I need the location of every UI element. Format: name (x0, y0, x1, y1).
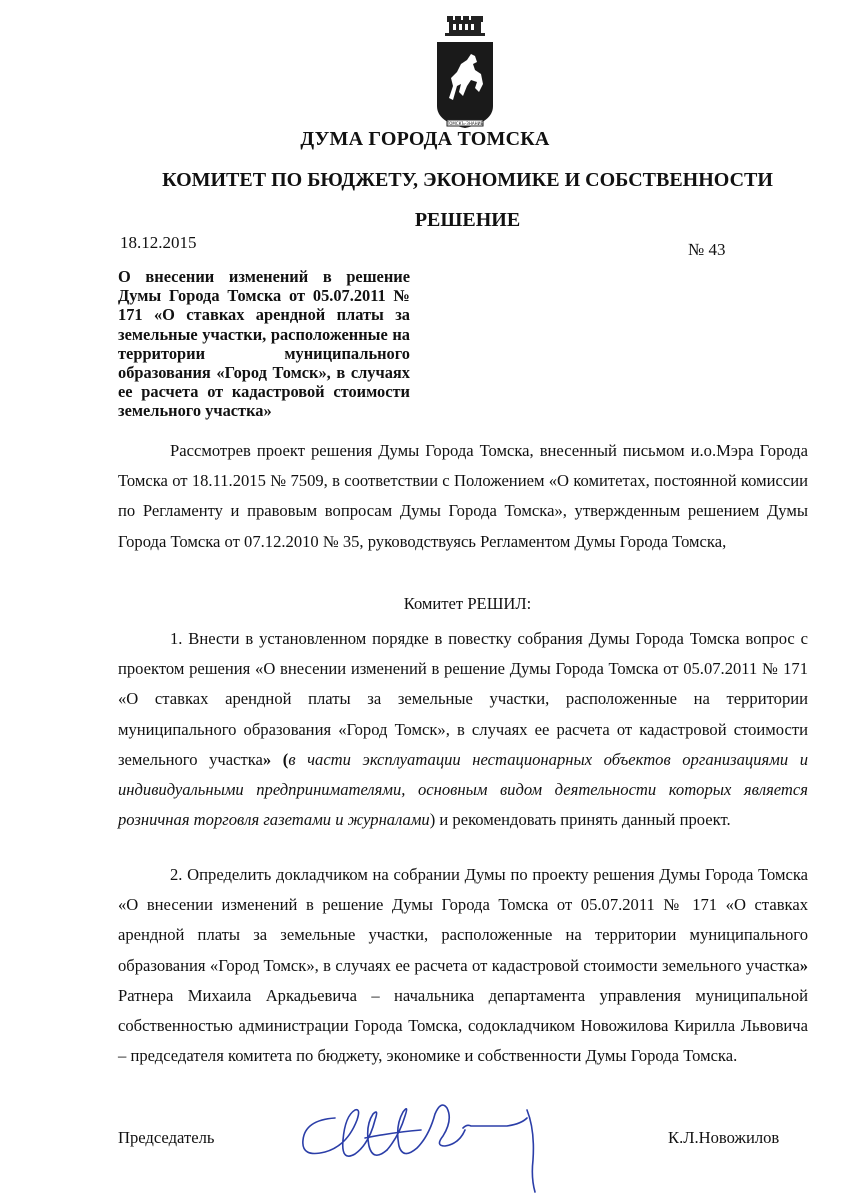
coat-motto: ТОМСКЪ-ЗНАНИЕ (446, 121, 484, 126)
organization-title: ДУМА ГОРОДА ТОМСКА (300, 128, 550, 150)
item2-text-b: » (799, 955, 808, 975)
preamble-text: Рассмотрев проект решения Думы Города Томска, внесенный письмом и.о.Мэра Города Томска от 18.11.2015 № 7509, в соответствии с Положением «О комитетах, постоянной комиссии по Регламенту и правовым вопросам Думы Города Томска», утвержденным решением Думы Города Томска от 07.12.2010 № 35, руководствуясь Регламентом Думы Города Томска, (118, 441, 808, 551)
document-number: № 43 (688, 240, 726, 259)
item1-text-b: » ( (262, 749, 289, 769)
item2-text-a: 2. Определить докладчиком на собрании Думы по проекту решения Думы Города Томска «О внесении изменений в решение Думы Города Томска от 05.07.2011 № 171 «О ставках арендной платы за земельные участки, расположенные на территории муниципального образования «Город Томск», в случаях ее расчета от кадастровой стоимости земельного участка (118, 865, 808, 975)
signer-name: К.Л.Новожилов (668, 1128, 780, 1147)
item2-text-c: Ратнера Михаила Аркадьевича – начальника департамента управления муниципальной собственностью администрации Города Томска, содокладчиком Новожилова Кирилла Львовича – председателя комитета по бюджету, экономике и собственности Думы Города Томска. (118, 985, 808, 1066)
item1-text-c: ) и рекомендовать принять данный проект. (429, 810, 731, 830)
decision-item-1 (118, 624, 808, 835)
decision-item-2 (118, 860, 808, 1071)
signer-position: Председатель (118, 1128, 215, 1147)
preamble-paragraph (118, 436, 808, 557)
document-subject: О внесении изменений в решение Думы Города Томска от 05.07.2011 № 171 «О ставках арендной платы за земельные участки, расположенные на территории муниципального образования «Город Томск», в случаях ее расчета от кадастровой стоимости земельного участка» (118, 267, 410, 421)
handwritten-signature-icon (295, 1080, 575, 1195)
tomsk-coat-of-arms-icon (431, 14, 499, 132)
decision-heading: Комитет РЕШИЛ: (403, 594, 532, 613)
document-date: 18.12.2015 (120, 233, 197, 252)
item1-text-a: 1. Внести в установленном порядке в повестку собрания Думы Города Томска вопрос с проектом решения «О внесении изменений в решение Думы Города Томска от 05.07.2011 № 171 «О ставках арендной платы за земельные участки, расположенные на территории муниципального образования «Город Томск», в случаях ее расчета от кадастровой стоимости земельного участка (118, 629, 808, 769)
item1-italic-text: в части эксплуатации нестационарных объектов организациями и индивидуальными предпринимателями, основным видом деятельности которых является розничная торговля газетами и журналами (118, 749, 808, 830)
document-type-title: РЕШЕНИЕ (414, 209, 521, 231)
committee-title: КОМИТЕТ ПО БЮДЖЕТУ, ЭКОНОМИКЕ И СОБСТВЕННОСТИ (162, 169, 773, 191)
